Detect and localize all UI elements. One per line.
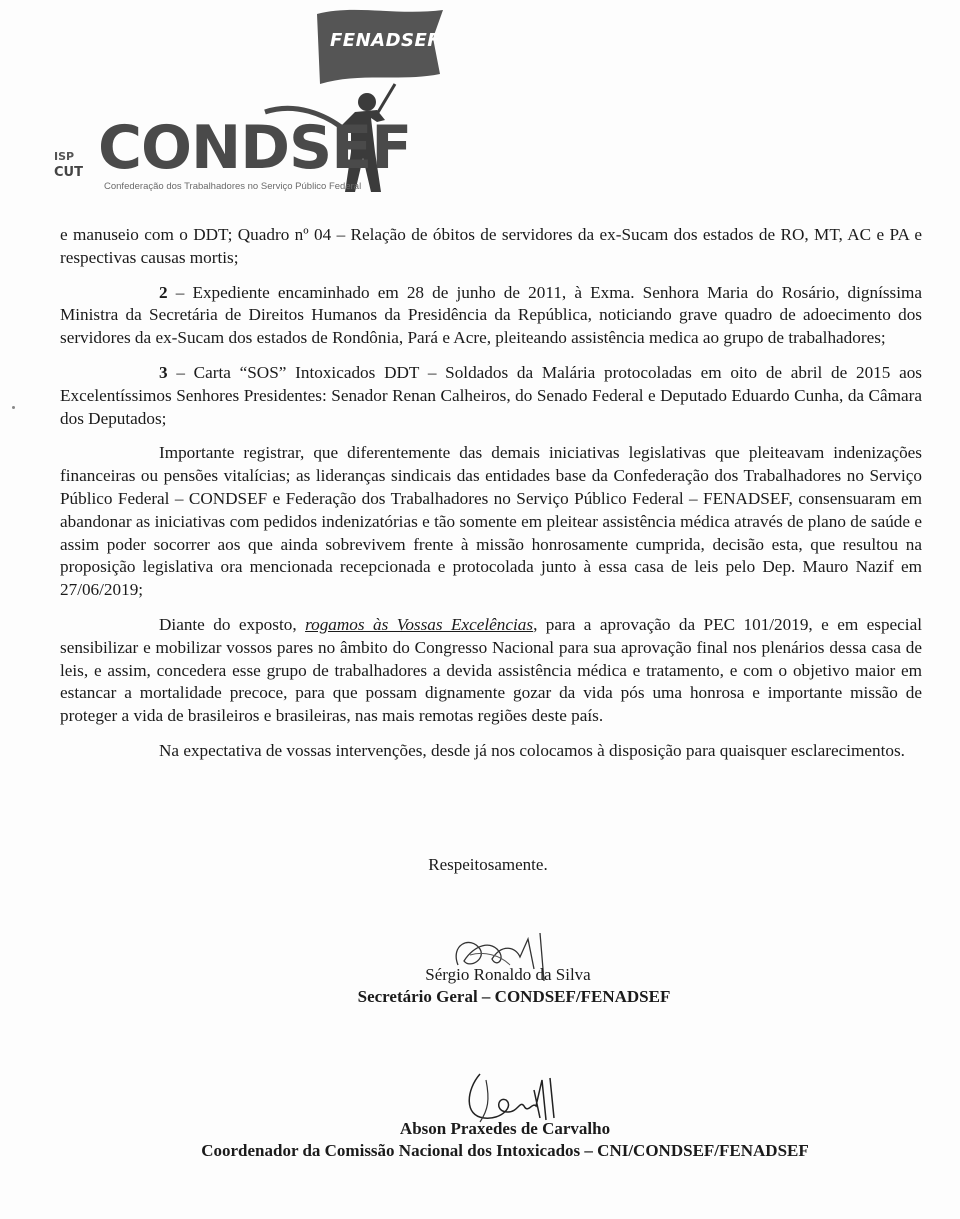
scan-speck — [12, 406, 15, 409]
closing-salutation — [0, 855, 960, 875]
paragraph-plea — [60, 614, 922, 728]
letter-body — [60, 224, 922, 775]
signature-block-2 — [0, 1118, 960, 1162]
paragraph-continuation — [60, 224, 922, 270]
paragraph-text: Na expectativa de vossas intervenções, desde já nos colocamos à disposição para quaisquer esclarecimentos. — [159, 740, 905, 760]
signatory-role: Secretário Geral – CONDSEF/FENADSEF — [357, 987, 671, 1006]
brand-subtitle: Confederação dos Trabalhadores no Serviço Público Federal — [104, 181, 362, 192]
paragraph-final — [60, 740, 922, 763]
item-number: 3 — [159, 362, 168, 382]
plea-after: , para a aprovação da PEC 101/2019, e em especial sensibilizar e mobilizar vossos pares no âmbito do Congresso Nacional para sua aprovação final nos plenários dessa casa de leis, e assim, concedera esse grupo de trabalhadores a devida assistência médica e tratamento, e com o objetivo maior em estancar a mortalidade precoce, para que possam dignamente gozar da vida pós uma honrosa e importante missão de proteger a vida de brasileiros e brasileiras, nas mais remotas regiões deste país. — [60, 614, 922, 726]
signatory-role: Coordenador da Comissão Nacional dos Intoxicados – CNI/CONDSEF/FENADSEF — [201, 1141, 809, 1160]
paragraph-item-2 — [60, 282, 922, 350]
plea-emphasis: rogamos às Vossas Excelências — [305, 614, 534, 634]
isp-mark: ISP — [54, 150, 75, 163]
paragraph-important — [60, 442, 922, 602]
brand-name: CONDSEF — [98, 113, 412, 183]
paragraph-text: e manuseio com o DDT; Quadro nº 04 – Relação de óbitos de servidores da ex-Sucam dos estados de RO, MT, AC e PA e respectivas causas mortis; — [60, 225, 922, 267]
fenadsef-flag-text: FENADSEF — [330, 30, 441, 51]
signatory-name: Sérgio Ronaldo da Silva — [425, 965, 591, 984]
cut-mark: CUT — [54, 165, 83, 180]
paragraph-text: – Expediente encaminhado em 28 de junho de 2011, à Exma. Senhora Maria do Rosário, digníssima Ministra da Secretária de Direitos Humanos da Presidência da República, noticiando grave quadro de adoecimento dos servidores da ex-Sucam dos estados de Rondônia, Pará e Acre, pleiteando assistência medica ao grupo de trabalhadores; — [60, 282, 922, 348]
signature-block-1 — [0, 964, 960, 1008]
paragraph-text: – Carta “SOS” Intoxicados DDT – Soldados da Malária protocoladas em oito de abril de 2015 aos Excelentíssimos Senhores Presidentes: Senador Renan Calheiros, do Senado Federal e Deputado Eduardo Cunha, da Câmara dos Deputados; — [60, 362, 922, 428]
paragraph-item-3 — [60, 362, 922, 430]
paragraph-text: Importante registrar, que diferentemente das demais iniciativas legislativas que pleiteavam indenizações financeiras ou pensões vitalícias; as lideranças sindicais das entidades base da Confederação dos Trabalhadores no Serviço Público Federal – CONDSEF e Federação dos Trabalhadores no Serviço Público Federal – FENADSEF, consensuaram em abandonar as iniciativas com pedidos indenizatórias e tão somente em pleitear assistência médica através de plano de saúde e assim poder socorrer aos que ainda sobrevivem frente à missão honrosamente cumprida, decisão esta, que resultou na proposição legislativa ora mencionada recepcionada e protocolada junto à essa casa de leis pelo Dep. Mauro Nazif em 27/06/2019; — [60, 443, 922, 600]
item-number: 2 — [159, 282, 168, 302]
closing-text: Respeitosamente. — [428, 855, 548, 874]
plea-before: Diante do exposto, — [159, 614, 306, 634]
signatory-name: Abson Praxedes de Carvalho — [399, 1119, 611, 1138]
